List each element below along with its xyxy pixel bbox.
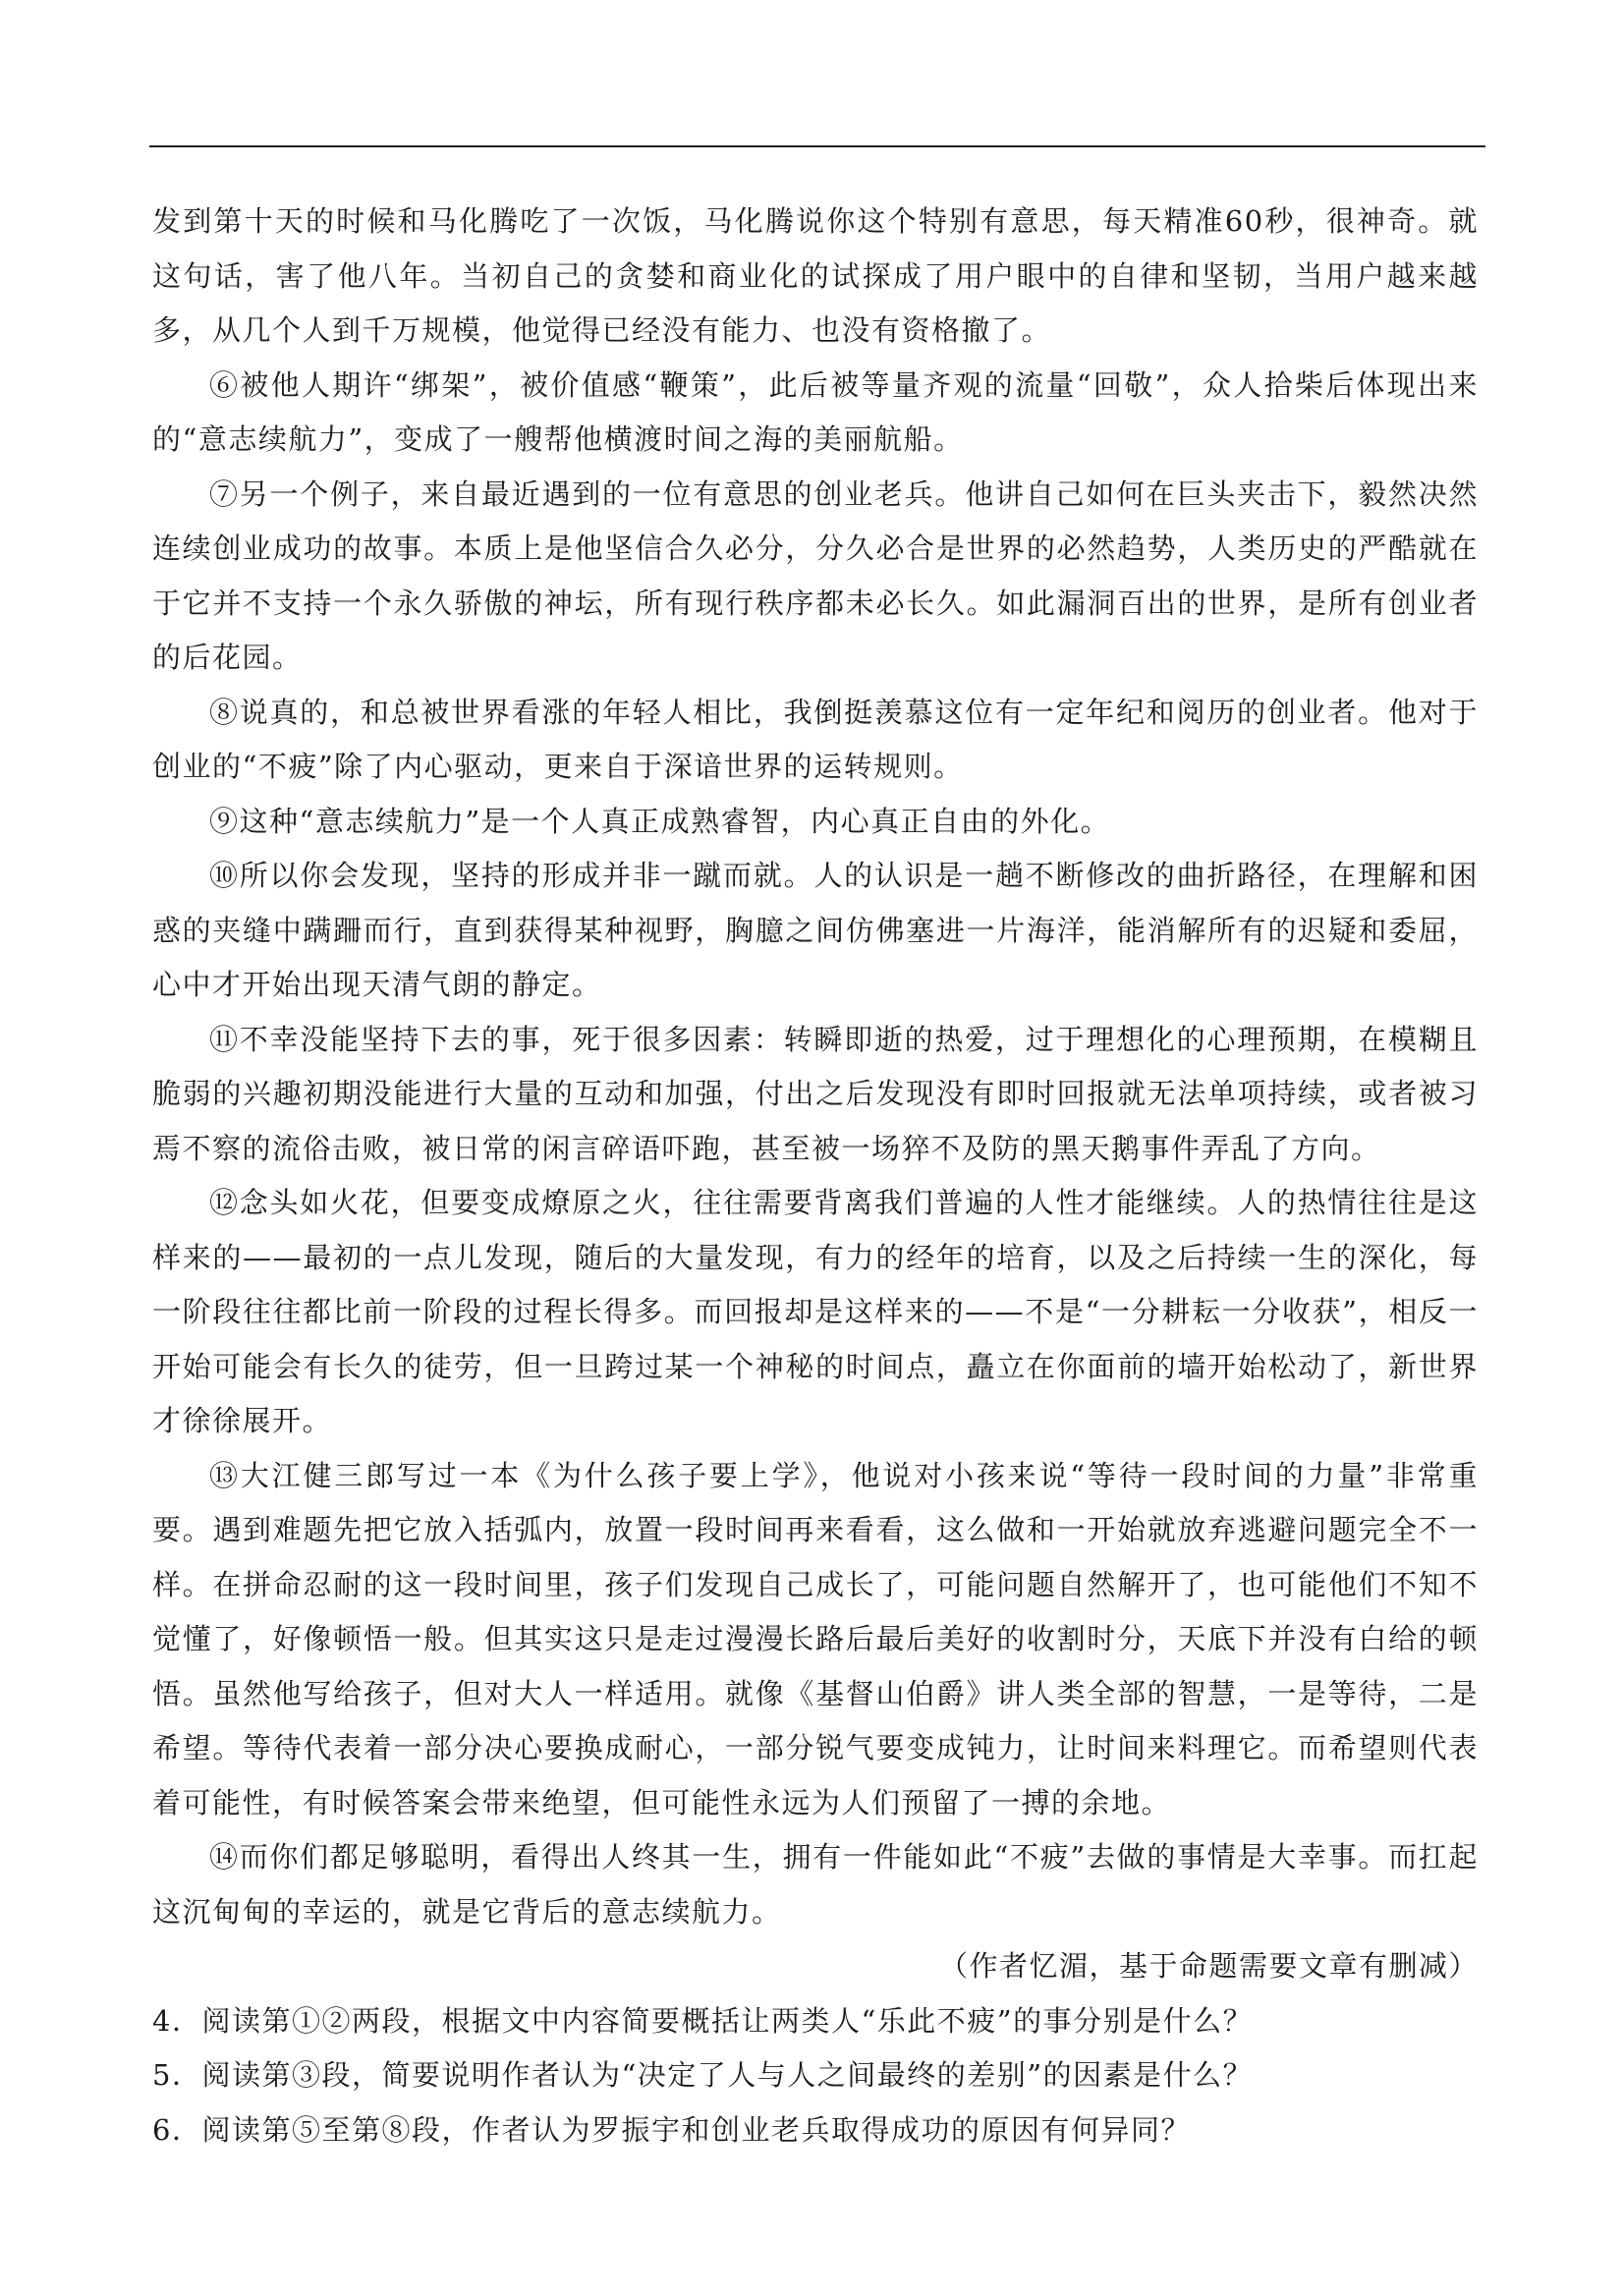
document-body — [152, 195, 1479, 2157]
question-list — [152, 1994, 1479, 2158]
question-6: 6．阅读第⑤至第⑧段，作者认为罗振宇和创业老兵取得成功的原因有何异同？ — [152, 2112, 1191, 2147]
source-note: （作者忆湄，基于命题需要文章有删减） — [938, 1949, 1479, 1983]
paragraph-6: ⑥被他人期许“绑架”，被价值感“鞭策”，此后被等量齐观的流量“回敬”，众人拾柴后体现出来的“意志续航力”，变成了一艘帮他横渡时间之海的美丽航船。 — [152, 367, 1479, 456]
paragraph-8: ⑧说真的，和总被世界看涨的年轻人相比，我倒挺羡慕这位有一定年纪和阅历的创业者。他对于创业的“不疲”除了内心驱动，更来自于深谙世界的运转规则。 — [152, 695, 1479, 783]
paragraph-11: ⑪不幸没能坚持下去的事，死于很多因素：转瞬即逝的热爱，过于理想化的心理预期，在模糊且脆弱的兴趣初期没能进行大量的互动和加强，付出之后发现没有即时回报就无法单项持续，或者被习焉不察的流俗击败，被日常的闲言碎语吓跑，甚至被一场猝不及防的黑天鹅事件弄乱了方向。 — [152, 1022, 1479, 1165]
paragraph-13: ⑬大江健三郎写过一本《为什么孩子要上学》，他说对小孩来说“等待一段时间的力量”非常重要。遇到难题先把它放入括弧内，放置一段时间再来看看，这么做和一开始就放弃逃避问题完全不一样。在拼命忍耐的这一段时间里，孩子们发现自己成长了，可能问题自然解开了，也可能他们不知不觉懂了，好像顿悟一般。但其实这只是走过漫漫长路后最后美好的收割时分，天底下并没有白给的顿悟。虽然他写给孩子，但对大人一样适用。就像《基督山伯爵》讲人类全部的智慧，一是等待，二是希望。等待代表着一部分决心要换成耐心，一部分锐气要变成钝力，让时间来料理它。而希望则代表着可能性，有时候答案会带来绝望，但可能性永远为人们预留了一搏的余地。 — [152, 1458, 1479, 1820]
paragraph-10: ⑩所以你会发现，坚持的形成并非一蹴而就。人的认识是一趟不断修改的曲折路径，在理解和困惑的夹缝中蹒跚而行，直到获得某种视野，胸臆之间仿佛塞进一片海洋，能消解所有的迟疑和委屈，心中才开始出现天清气朗的静定。 — [152, 859, 1479, 1001]
paragraph-7: ⑦另一个例子，来自最近遇到的一位有意思的创业老兵。他讲自己如何在巨头夹击下，毅然决然连续创业成功的故事。本质上是他坚信合久必分，分久必合是世界的必然趋势，人类历史的严酷就在于它并不支持一个永久骄傲的神坛，所有现行秩序都未必长久。如此漏洞百出的世界，是所有创业者的后花园。 — [152, 476, 1479, 674]
paragraph-12: ⑫念头如火花，但要变成燎原之火，往往需要背离我们普遍的人性才能继续。人的热情往往是这样来的——最初的一点儿发现，随后的大量发现，有力的经年的培育，以及之后持续一生的深化，每一阶段往往都比前一阶段的过程长得多。而回报却是这样来的——不是“一分耕耘一分收获”，相反一开始可能会有长久的徒劳，但一旦跨过某一个神秘的时间点，矗立在你面前的墙开始松动了，新世界才徐徐展开。 — [152, 1186, 1479, 1437]
paragraph-continued: 发到第十天的时候和马化腾吃了一次饭，马化腾说你这个特别有意思，每天精准60秒，很神奇。就这句话，害了他八年。当初自己的贪婪和商业化的试探成了用户眼中的自律和坚韧，当用户越来越多，从几个人到千万规模，他觉得已经没有能力、也没有资格撤了。 — [152, 204, 1479, 347]
question-5: 5．阅读第③段，简要说明作者认为“决定了人与人之间最终的差别”的因素是什么？ — [152, 2058, 1254, 2092]
paragraph-14: ⑭而你们都足够聪明，看得出人终其一生，拥有一件能如此“不疲”去做的事情是大幸事。而扛起这沉甸甸的幸运的，就是它背后的意志续航力。 — [152, 1840, 1479, 1929]
paragraph-9: ⑨这种“意志续航力”是一个人真正成熟睿智，内心真正自由的外化。 — [209, 804, 1111, 838]
question-4: 4．阅读第①②两段，根据文中内容简要概括让两类人“乐此不疲”的事分别是什么？ — [152, 2003, 1254, 2038]
header-rule — [149, 145, 1485, 147]
